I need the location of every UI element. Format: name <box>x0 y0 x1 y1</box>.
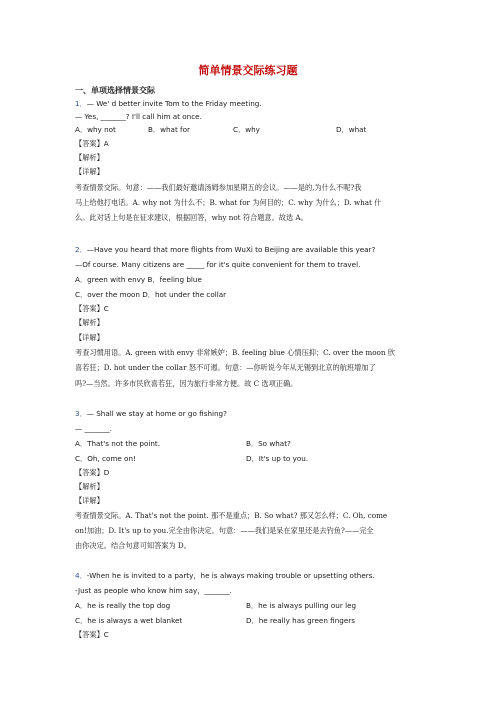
option-d: D．he really has green fingers <box>246 616 355 625</box>
question-1-stem <box>75 99 262 109</box>
answer-label: 【答案】D <box>75 468 110 477</box>
explanation-line: on!加油；D. It's up to you.完全由你决定。句意：——我们是呆在家里还是去钓鱼?——完全 <box>75 526 374 535</box>
question-2-line2: —Of course. Many citizens are _____ for it's quite convenient for them to travel. <box>75 260 361 269</box>
detail-label: 【详解】 <box>75 333 104 342</box>
explanation-line: 由你决定。结合句意可知答案为 D。 <box>75 541 191 550</box>
explanation-line: 喜若狂；D. hot under the collar 怒不可遏。句意：—你听说今年从无锡到北京的航班增加了 <box>75 363 376 372</box>
question-4-line2: -Just as people who know him say，_______. <box>75 586 232 595</box>
question-2-stem <box>75 245 375 255</box>
question-1-line2: — Yes, _______? I'll call him at once. <box>75 112 202 121</box>
option-c: C．why <box>233 125 260 134</box>
section-heading: 一、单项选择情景交际 <box>75 86 155 95</box>
question-text: -When he is invited to a party，he is always making trouble or upsetting others. <box>86 571 375 580</box>
explanation-line: 么。此对话上句是在征求建议，根据回答，why not 符合题意。故选 A。 <box>75 213 308 222</box>
question-number: 1． <box>75 99 87 108</box>
question-number: 2． <box>75 245 87 254</box>
option-a: A．why not <box>75 125 116 134</box>
option-d: D．It's up to you. <box>246 454 309 463</box>
option-row: A．green with envy B．feeling blue <box>75 275 202 284</box>
question-number: 3． <box>75 409 87 418</box>
question-text: —Have you heard that more flights from WuXi to Beijing are available this year? <box>86 245 376 254</box>
question-text: — Shall we stay at home or go fishing? <box>86 409 227 418</box>
analysis-label: 【解析】 <box>75 153 104 162</box>
question-number: 4． <box>75 571 87 580</box>
question-3-stem <box>75 409 227 419</box>
detail-label: 【详解】 <box>75 496 104 505</box>
option-a: A．he is really the top dog <box>75 601 171 610</box>
page-title: 简单情景交际练习题 <box>198 64 298 77</box>
analysis-label: 【解析】 <box>75 482 104 491</box>
answer-label: 【答案】A <box>75 139 109 148</box>
question-3-line2: — _______. <box>75 424 112 433</box>
explanation-line: 马上给他打电话。A. why not 为什么不；B. what for 为何目的；C. why 为什么；D. what 什 <box>75 198 382 207</box>
explanation-line: 考查情景交际。句意：——我们最好邀请汤姆参加星期五的会议。——是的,为什么不呢?我 <box>75 183 362 192</box>
option-a: A．That's not the point. <box>75 439 161 448</box>
option-b: B．what for <box>148 125 190 134</box>
detail-label: 【详解】 <box>75 167 104 176</box>
question-4-stem <box>75 571 375 581</box>
answer-label: 【答案】C <box>75 304 109 313</box>
answer-label: 【答案】C <box>75 630 109 639</box>
analysis-label: 【解析】 <box>75 318 104 327</box>
option-c: C．Oh, come on! <box>75 454 136 463</box>
option-b: B．he is always pulling our leg <box>246 601 357 610</box>
explanation-line: 考查习惯用语。A. green with envy 非常嫉妒；B. feeling blue 心情压抑；C. over the moon 欣 <box>75 348 395 357</box>
explanation-line: 考查情景交际。A. That's not the point. 那不是重点；B. So what? 那又怎么样；C. Oh, come <box>75 511 388 520</box>
option-b: B．So what? <box>246 439 291 448</box>
option-d: D．what <box>336 125 367 134</box>
question-text: — We' d better invite Tom to the Friday meeting. <box>86 99 262 108</box>
option-row: C．over the moon D．hot under the collar <box>75 290 227 299</box>
option-c: C．he is always a wet blanket <box>75 616 183 625</box>
explanation-line: 吗?—当然。许多市民欣喜若狂，因为旅行非常方便。故 C 选项正确。 <box>75 379 298 388</box>
